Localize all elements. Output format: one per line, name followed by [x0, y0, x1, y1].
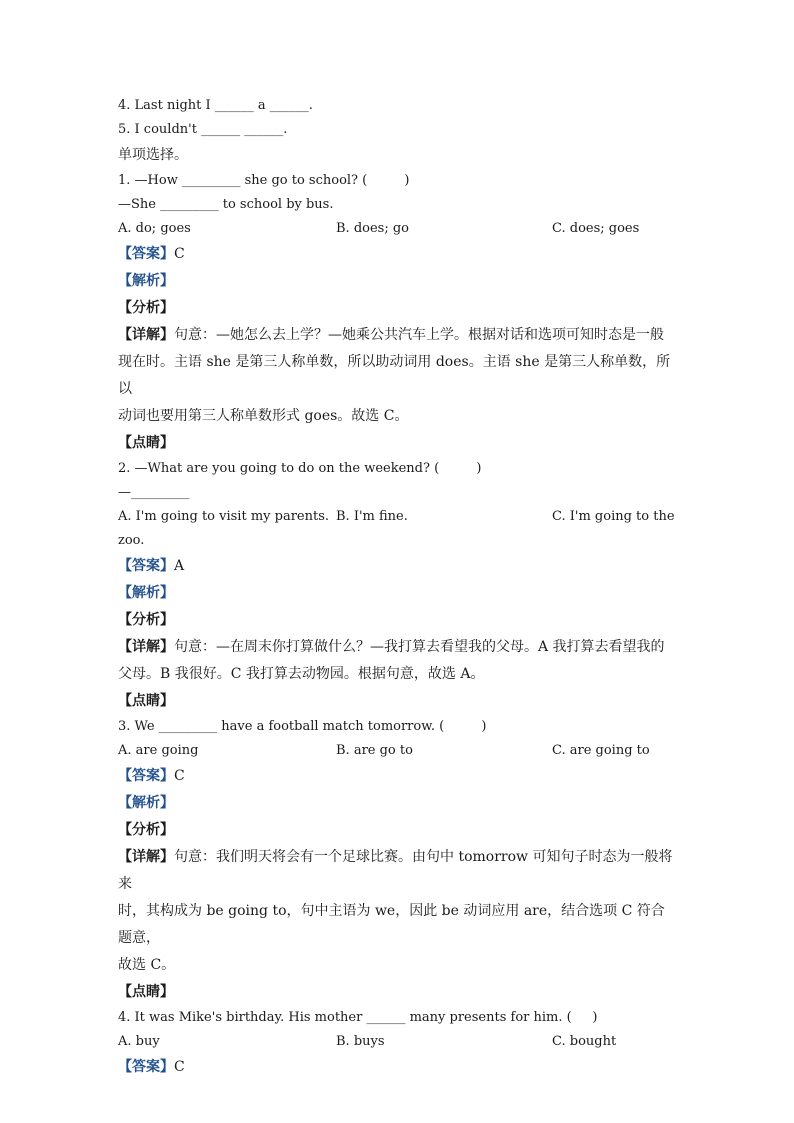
- answer-label: 【答案】: [118, 1059, 174, 1075]
- answer-line: [118, 553, 678, 580]
- answer-line: [118, 763, 678, 790]
- options-row: [118, 505, 678, 529]
- option-c: C. are going to: [552, 743, 650, 758]
- option-a: A. are going: [118, 743, 199, 758]
- detail-line: 时，其构成为 be going to，句中主语为 we，因此 be 动词应用 are，结合选项 C 符合题意，: [118, 903, 665, 946]
- answer-label: 【答案】: [118, 558, 174, 574]
- detail-line: 故选 C。: [118, 957, 176, 973]
- option-a: A. buy: [118, 1034, 160, 1049]
- detail-label: 【详解】: [118, 849, 174, 865]
- question-3: [118, 715, 678, 1006]
- detail-line: [118, 322, 678, 349]
- detail-line: 现在时。主语 she 是第三人称单数，所以助动词用 does。主语 she 是第三人称单数，所以: [118, 354, 671, 397]
- detail-line: 动词也要用第三人称单数形式 goes。故选 C。: [118, 408, 409, 424]
- fenxi-label: 【分析】: [118, 612, 174, 628]
- fill-in-line-5: 5. I couldn't ______ ______.: [118, 122, 288, 137]
- option-a: A. do; goes: [118, 221, 191, 236]
- analysis-label: 【解析】: [118, 795, 174, 811]
- option-b: B. buys: [336, 1034, 385, 1049]
- detail-label: 【详解】: [118, 639, 174, 655]
- detail-label: 【详解】: [118, 327, 174, 343]
- answer-value: C: [174, 768, 185, 784]
- option-c: C. bought: [552, 1034, 617, 1049]
- analysis-label: 【解析】: [118, 585, 174, 601]
- answer-value: A: [174, 558, 185, 574]
- fenxi-label: 【分析】: [118, 300, 174, 316]
- question-stem: 1. —How _________ she go to school? ( ): [118, 173, 410, 188]
- question-stem-2: —_________: [118, 485, 190, 500]
- option-c-continued: zoo.: [118, 533, 145, 548]
- answer-value: C: [174, 1059, 185, 1075]
- detail-text: 句意：—在周末你打算做什么？—我打算去看望我的父母。A 我打算去看望我的: [174, 639, 665, 655]
- fill-in-line-4: 4. Last night I ______ a ______.: [118, 98, 313, 113]
- options-row: [118, 217, 678, 241]
- analysis-label: 【解析】: [118, 273, 174, 289]
- answer-value: C: [174, 246, 185, 262]
- fenxi-label: 【分析】: [118, 822, 174, 838]
- options-row: [118, 739, 678, 763]
- dianjing-label: 【点睛】: [118, 435, 174, 451]
- answer-label: 【答案】: [118, 768, 174, 784]
- answer-line: [118, 241, 678, 268]
- detail-text: 句意：—她怎么去上学？—她乘公共汽车上学。根据对话和选项可知时态是一般: [174, 327, 664, 343]
- answer-line: [118, 1054, 678, 1081]
- document-page: [118, 94, 678, 1081]
- dianjing-label: 【点睛】: [118, 984, 174, 1000]
- detail-line: [118, 844, 678, 898]
- question-stem: 2. —What are you going to do on the weekend? ( ): [118, 461, 482, 476]
- dianjing-label: 【点睛】: [118, 693, 174, 709]
- question-stem: 3. We _________ have a football match tomorrow. ( ): [118, 719, 487, 734]
- option-c: C. does; goes: [552, 221, 640, 236]
- question-stem-2: —She _________ to school by bus.: [118, 197, 334, 212]
- option-c: C. I'm going to the: [552, 509, 675, 524]
- option-b: B. are go to: [336, 743, 413, 758]
- question-2: [118, 457, 678, 715]
- answer-label: 【答案】: [118, 246, 174, 262]
- question-4: [118, 1006, 678, 1081]
- question-1: [118, 169, 678, 457]
- option-b: B. does; go: [336, 221, 409, 236]
- options-row: [118, 1030, 678, 1054]
- section-title: 单项选择。: [118, 147, 188, 163]
- option-a: A. I'm going to visit my parents.: [118, 509, 330, 524]
- detail-line: 父母。B 我很好。C 我打算去动物园。根据句意，故选 A。: [118, 666, 485, 682]
- detail-line: [118, 634, 678, 661]
- option-b: B. I'm fine.: [336, 509, 408, 524]
- question-stem: 4. It was Mike's birthday. His mother ______ many presents for him. ( ): [118, 1010, 598, 1025]
- detail-text: 句意：我们明天将会有一个足球比赛。由句中 tomorrow 可知句子时态为一般将来: [118, 849, 673, 892]
